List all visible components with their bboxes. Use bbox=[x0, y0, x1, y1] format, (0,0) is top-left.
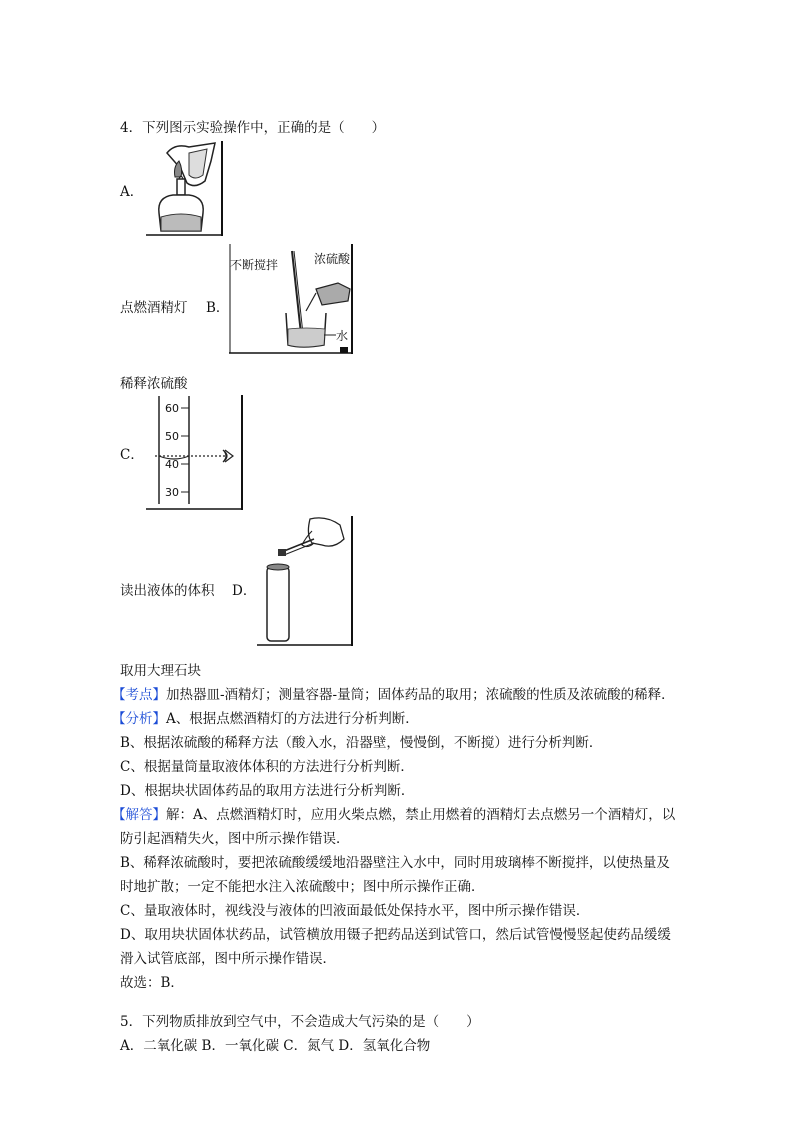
jieda-b1: B、稀释浓硫酸时，要把浓硫酸缓缓地沿器壁注入水中，同时用玻璃棒不断搅拌，以使热量及 bbox=[120, 855, 670, 871]
fenxi-b: B、根据浓硫酸的稀释方法（酸入水，沿器壁，慢慢倒，不断搅）进行分析判断． bbox=[120, 735, 603, 751]
tick-label: 30 bbox=[165, 486, 179, 499]
fenxi-d: D、根据块状固体药品的取用方法进行分析判断． bbox=[120, 783, 415, 799]
option-c-label: C． bbox=[120, 447, 144, 463]
figure-a-alcohol-lamp bbox=[145, 139, 225, 237]
option-a-label: A． bbox=[120, 184, 144, 200]
caption-a: 点燃酒精灯 bbox=[120, 300, 188, 316]
figure-b-water-label: 水 bbox=[336, 329, 349, 343]
caption-b: 稀释浓硫酸 bbox=[120, 376, 188, 392]
figure-d-solid-sampling bbox=[256, 515, 354, 647]
caption-c: 读出液体的体积 bbox=[120, 583, 215, 599]
fenxi-c: C、根据量筒量取液体体积的方法进行分析判断． bbox=[120, 759, 414, 775]
option-d-label: D． bbox=[232, 583, 257, 599]
answer: 故选：B． bbox=[120, 975, 184, 991]
jieda-tag: 【解答】 bbox=[112, 807, 166, 823]
tick-label: 50 bbox=[165, 430, 179, 443]
jieda-a2: 防引起酒精失火，图中所示操作错误． bbox=[120, 831, 350, 847]
tick-label: 40 bbox=[165, 458, 179, 471]
kaodian-text: 加热器皿-酒精灯；测量容器-量筒；固体药品的取用；浓硫酸的性质及浓硫酸的稀释． bbox=[166, 687, 675, 703]
kaodian-tag: 【考点】 bbox=[112, 687, 166, 703]
jieda-c: C、量取液体时，视线没与液体的凹液面最低处保持水平，图中所示操作错误． bbox=[120, 903, 590, 919]
option-b-label: B． bbox=[206, 300, 230, 316]
jieda-a1: 解：A、点燃酒精灯时，应用火柴点燃，禁止用燃着的酒精灯去点燃另一个酒精灯，以 bbox=[166, 807, 676, 823]
jieda-line bbox=[112, 806, 675, 824]
fenxi-tag: 【分析】 bbox=[112, 711, 166, 727]
jieda-d1: D、取用块状固体状药品，试管横放用镊子把药品送到试管口，然后试管慢慢竖起使药品缓缓 bbox=[120, 927, 671, 943]
jieda-b2: 时地扩散；一定不能把水注入浓硫酸中；图中所示操作正确． bbox=[120, 879, 485, 895]
figure-b-dilute-acid bbox=[228, 243, 354, 355]
tick-label: 60 bbox=[165, 402, 179, 415]
figure-c-measuring-cylinder bbox=[145, 394, 245, 512]
kaodian-line bbox=[112, 686, 675, 704]
q4-stem: 4．下列图示实验操作中，正确的是（ ） bbox=[120, 120, 386, 136]
q5-options: A．二氧化碳 B．一氧化碳 C．氮气 D．氢氧化合物 bbox=[120, 1038, 431, 1054]
jieda-d2: 滑入试管底部，图中所示操作错误． bbox=[120, 951, 336, 967]
fenxi-a: A、根据点燃酒精灯的方法进行分析判断． bbox=[166, 711, 419, 727]
caption-d: 取用大理石块 bbox=[120, 663, 201, 679]
figure-b-stir-label: 不断搅拌 bbox=[230, 258, 279, 272]
q5-stem: 5．下列物质排放到空气中，不会造成大气污染的是（ ） bbox=[120, 1014, 480, 1030]
fenxi-line bbox=[112, 710, 419, 728]
figure-b-acid-label: 浓硫酸 bbox=[314, 252, 351, 266]
